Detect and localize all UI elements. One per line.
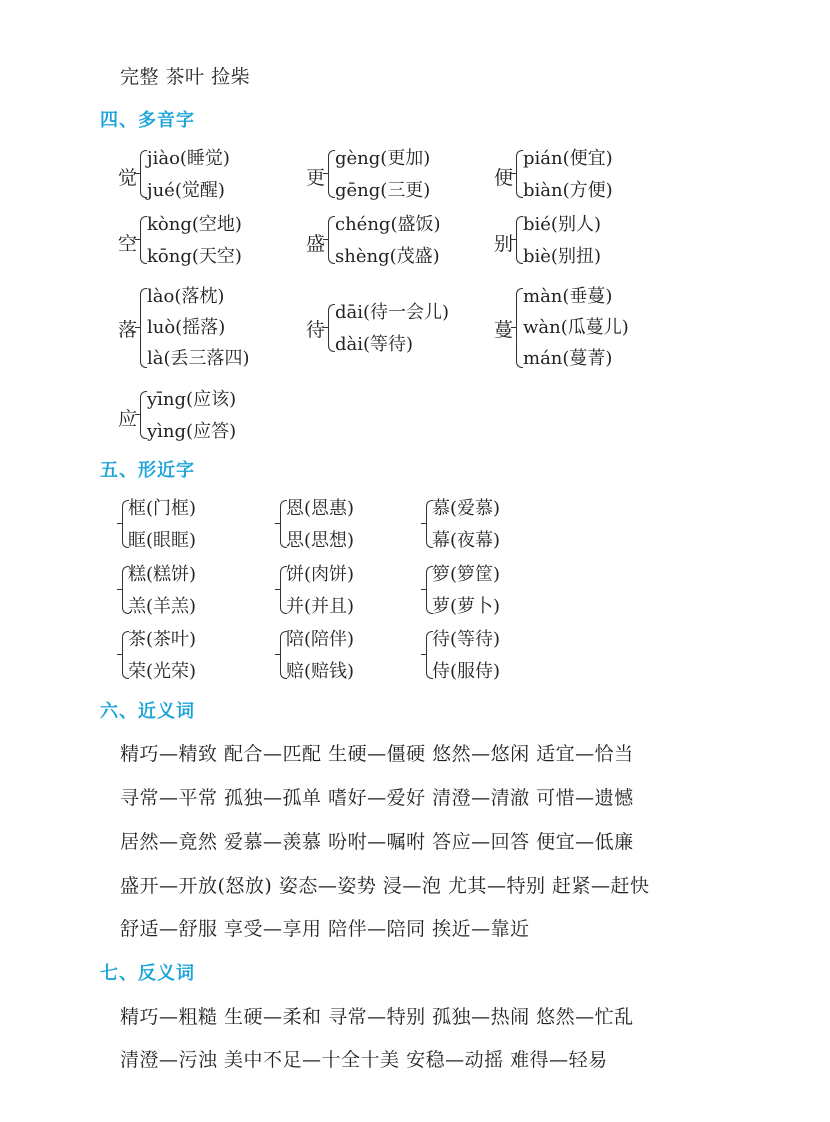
polyphone-reading: màn(垂蔓) [523, 286, 613, 307]
similar-char-group [276, 494, 406, 560]
brace-icon [140, 150, 147, 198]
polyphone-group [306, 210, 476, 276]
similar-char-item: 荣(光荣) [128, 661, 197, 682]
antonym-line: 清澄—污浊 美中不足—十全十美 安稳—动摇 难得—轻易 [120, 1049, 608, 1071]
similar-char-item: 框(门框) [128, 498, 197, 519]
section-5-title: 五、形近字 [100, 460, 195, 481]
brace-icon [516, 150, 523, 198]
brace-icon [516, 288, 523, 368]
section-6-title: 六、近义词 [100, 701, 195, 722]
polyphone-group [118, 282, 288, 380]
brace-icon [516, 216, 523, 264]
similar-char-group [276, 560, 406, 626]
similar-char-group [422, 494, 552, 560]
polyphone-reading: biàn(方便) [523, 180, 613, 201]
similar-char-item: 茶(茶叶) [128, 629, 197, 650]
antonym-line: 精巧—粗糙 生硬—柔和 寻常—特别 孤独—热闹 悠然—忙乱 [120, 1006, 634, 1028]
similar-char-group [118, 494, 248, 560]
similar-char-group [422, 560, 552, 626]
similar-char-group [422, 625, 552, 691]
polyphone-reading: dāi(待一会儿) [335, 302, 450, 323]
polyphone-char: 盛 [306, 233, 326, 255]
polyphone-char: 更 [306, 167, 326, 189]
polyphone-reading: wàn(瓜蔓儿) [523, 317, 629, 338]
synonym-line: 盛开—开放(怒放) 姿态—姿势 浸—泡 尤其—特别 赶紧—赶快 [120, 875, 650, 897]
polyphone-char: 待 [306, 319, 326, 341]
polyphone-reading: pián(便宜) [523, 148, 613, 169]
polyphone-char: 觉 [118, 167, 138, 189]
polyphone-char: 便 [494, 167, 514, 189]
polyphone-reading: jué(觉醒) [147, 180, 225, 201]
polyphone-reading: gēng(三更) [335, 180, 431, 201]
similar-char-item: 幕(夜幕) [432, 530, 501, 551]
polyphone-char: 空 [118, 233, 138, 255]
polyphone-reading: gèng(更加) [335, 148, 431, 169]
similar-char-item: 糕(糕饼) [128, 564, 197, 585]
polyphone-char: 蔓 [494, 319, 514, 341]
similar-char-item: 箩(箩筐) [432, 564, 501, 585]
polyphone-reading: biè(别扭) [523, 246, 601, 267]
similar-char-group [276, 625, 406, 691]
polyphone-reading: kōng(天空) [147, 246, 242, 267]
brace-icon [140, 391, 147, 439]
similar-char-item: 陪(陪伴) [286, 629, 355, 650]
similar-char-group [118, 625, 248, 691]
polyphone-group [494, 144, 654, 210]
similar-char-item: 赔(赔钱) [286, 661, 355, 682]
polyphone-char: 别 [494, 233, 514, 255]
polyphone-reading: lào(落枕) [147, 286, 225, 307]
synonym-line: 居然—竟然 爱慕—羡慕 吩咐—嘱咐 答应—回答 便宜—低廉 [120, 831, 634, 853]
brace-icon [328, 150, 335, 198]
similar-char-item: 思(思想) [286, 530, 355, 551]
similar-char-item: 萝(萝卜) [432, 596, 501, 617]
brace-icon [140, 288, 147, 368]
synonym-line: 精巧—精致 配合—匹配 生硬—僵硬 悠然—悠闲 适宜—恰当 [120, 743, 634, 765]
similar-char-item: 待(等待) [432, 629, 501, 650]
polyphone-reading: jiào(睡觉) [147, 148, 230, 169]
similar-char-group [118, 560, 248, 626]
similar-char-item: 并(并且) [286, 596, 355, 617]
similar-char-item: 饼(肉饼) [286, 564, 355, 585]
section-4-title: 四、多音字 [100, 110, 195, 131]
similar-char-item: 羔(羊羔) [128, 596, 197, 617]
polyphone-reading: bié(别人) [523, 214, 601, 235]
polyphone-group [118, 385, 278, 451]
brace-icon [328, 216, 335, 264]
polyphone-reading: mán(蔓菁) [523, 348, 613, 369]
polyphone-reading: kòng(空地) [147, 214, 242, 235]
brace-icon [328, 304, 335, 352]
section-7-title: 七、反义词 [100, 963, 195, 984]
polyphone-reading: shèng(茂盛) [335, 246, 440, 267]
polyphone-char: 应 [118, 408, 138, 430]
synonym-line: 寻常—平常 孤独—孤单 嗜好—爱好 清澄—清澈 可惜—遗憾 [120, 787, 634, 809]
polyphone-reading: yìng(应答) [147, 421, 237, 442]
top-word-line: 完整 茶叶 捡柴 [120, 66, 251, 88]
polyphone-reading: chéng(盛饭) [335, 214, 441, 235]
polyphone-group [118, 210, 278, 276]
polyphone-group [306, 144, 476, 210]
polyphone-group [118, 144, 278, 210]
similar-char-item: 慕(爱慕) [432, 498, 501, 519]
polyphone-group [306, 298, 486, 364]
brace-icon [140, 216, 147, 264]
synonym-line: 舒适—舒服 享受—享用 陪伴—陪同 挨近—靠近 [120, 918, 530, 940]
polyphone-reading: dài(等待) [335, 334, 414, 355]
similar-char-item: 眶(眼眶) [128, 530, 197, 551]
similar-char-item: 恩(恩惠) [286, 498, 355, 519]
polyphone-group [494, 210, 654, 276]
polyphone-reading: yīng(应该) [147, 389, 237, 410]
polyphone-reading: luò(摇落) [147, 317, 226, 338]
polyphone-group [494, 282, 664, 380]
polyphone-reading: là(丢三落四) [147, 348, 250, 369]
polyphone-char: 落 [118, 319, 138, 341]
similar-char-item: 侍(服侍) [432, 661, 501, 682]
